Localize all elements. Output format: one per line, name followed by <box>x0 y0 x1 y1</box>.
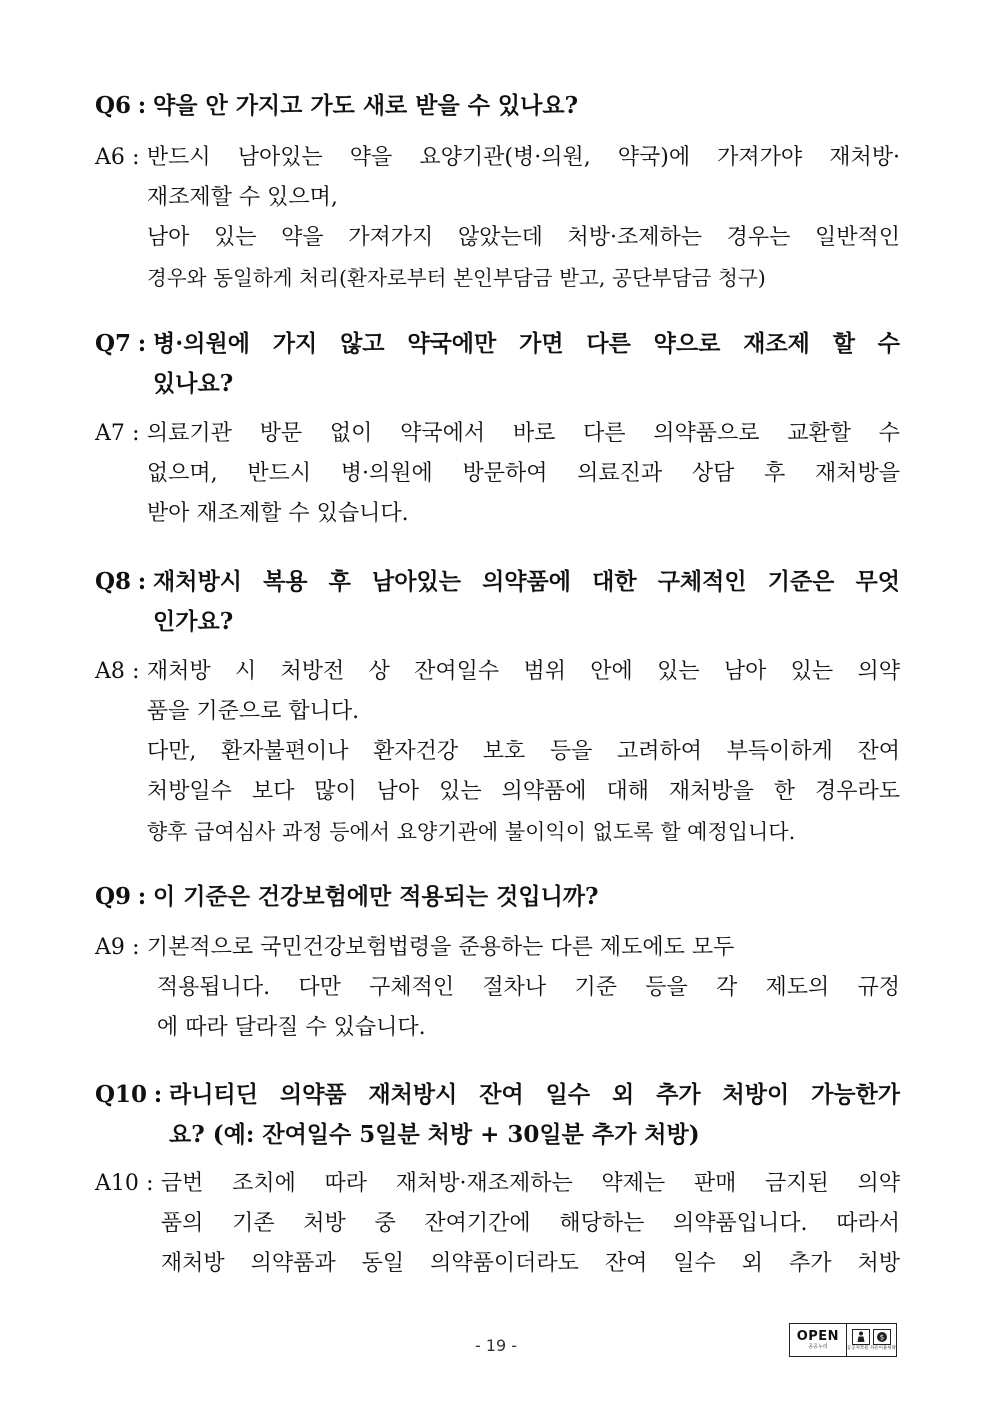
answer-label: A6 <box>95 145 125 170</box>
answer-line: 품의 기존 처방 중 잔여기간에 해당하는 의약품입니다. 따라서 <box>160 1211 900 1236</box>
answer-label: A8 <box>95 659 125 684</box>
answer-line: 적용됩니다. 다만 구체적인 절차나 기준 등을 각 제도의 규정 <box>156 975 900 1000</box>
answer-a6: A6 : 반드시 남아있는 약을 요양기관(병·의원, 약국)에 가져가야 재처방· 재조제할 수 있으며, 남아 있는 약을 가져가지 않았는데 처방·조제하는 경우는 일반적인 경우와 동일하게 처리(환자로부터 본인부담금 받고, 공단부담금 청구) <box>95 138 900 298</box>
open-logo-text: OPEN <box>796 1328 840 1344</box>
svg-text:$: $ <box>879 1333 885 1341</box>
page-number: - 19 - <box>474 1336 518 1355</box>
answer-line: 재처방 의약품과 동일 의약품이더라도 잔여 일수 외 추가 처방 <box>160 1251 900 1276</box>
answer-line: 재조제할 수 있으며, <box>146 185 338 210</box>
question-label: Q9 <box>95 883 132 910</box>
answer-line: 향후 급여심사 과정 등에서 요양기관에 불이익이 없도록 할 예정입니다. <box>146 820 796 844</box>
answer-label: A7 <box>95 421 125 446</box>
answer-line: 기본적으로 국민건강보험법령을 준용하는 다른 제도에도 모두 <box>146 935 735 960</box>
answer-line: 다만, 환자불편이나 환자건강 보호 등을 고려하여 부득이하게 잔여 <box>146 739 900 764</box>
answer-a7: A7 : 의료기관 방문 없이 약국에서 바로 다른 의약품으로 교환할 수 없으며, 반드시 병·의원에 방문하여 의료진과 상담 후 재처방을 받아 재조제할 수 있습니다. <box>95 414 900 534</box>
question-label: Q10 <box>95 1081 148 1108</box>
question-q9: Q9 : 이 기준은 건강보험에만 적용되는 것입니까? <box>95 877 900 917</box>
question-q6: Q6 : 약을 안 가지고 가도 새로 받을 수 있나요? <box>95 86 900 126</box>
answer-line: 재처방 시 처방전 상 잔여일수 범위 안에 있는 남아 있는 의약 <box>146 659 900 684</box>
answer-a10: A10 : 금번 조치에 따라 재처방·재조제하는 약제는 판매 금지된 의약 품의 기존 처방 중 잔여기간에 해당하는 의약품입니다. 따라서 재처방 의약품과 동일 의약품이더라도 잔여 일수 외 추가 처방 <box>95 1164 900 1284</box>
question-text: 있나요? <box>153 370 234 397</box>
question-q8: Q8 : 재처방시 복용 후 남아있는 의약품에 대한 구체적인 기준은 무엇 인가요? <box>95 562 900 642</box>
question-label: Q6 <box>95 92 132 119</box>
question-text: 병·의원에 가지 않고 약국에만 가면 다른 약으로 재조제 할 수 <box>153 330 900 357</box>
question-text: 라니티딘 의약품 재처방시 잔여 일수 외 추가 처방이 가능한가 <box>169 1081 900 1108</box>
license-caption: 공공저작물 자유이용허락 <box>846 1345 896 1351</box>
question-text: 인가요? <box>153 608 234 635</box>
answer-line: 반드시 남아있는 약을 요양기관(병·의원, 약국)에 가져가야 재처방· <box>146 145 900 170</box>
question-text: 약을 안 가지고 가도 새로 받을 수 있나요? <box>153 92 579 119</box>
question-text: 이 기준은 건강보험에만 적용되는 것입니까? <box>153 883 599 910</box>
answer-line: 받아 재조제할 수 있습니다. <box>146 501 409 526</box>
question-q10: Q10 : 라니티딘 의약품 재처방시 잔여 일수 외 추가 처방이 가능한가 요? (예: 잔여일수 5일분 처방 + 30일분 추가 처방) <box>95 1075 900 1155</box>
answer-line: 남아 있는 약을 가져가지 않았는데 처방·조제하는 경우는 일반적인 <box>146 225 900 250</box>
question-q7: Q7 : 병·의원에 가지 않고 약국에만 가면 다른 약으로 재조제 할 수 있나요? <box>95 324 900 404</box>
answer-line: 없으며, 반드시 병·의원에 방문하여 의료진과 상담 후 재처방을 <box>146 461 900 486</box>
commercial-icon <box>873 1329 891 1345</box>
open-license-badge <box>789 1323 897 1357</box>
answer-line: 경우와 동일하게 처리(환자로부터 본인부담금 받고, 공단부담금 청구) <box>146 266 766 290</box>
answer-label: A10 <box>95 1171 139 1196</box>
answer-a9: A9 : 기본적으로 국민건강보험법령을 준용하는 다른 제도에도 모두 적용됩니다. 다만 구체적인 절차나 기준 등을 각 제도의 규정 에 따라 달라질 수 있습니다. <box>95 928 900 1048</box>
answer-label: A9 <box>95 935 125 960</box>
question-label: Q8 <box>95 568 132 595</box>
open-logo-subtext: 공공누리 <box>808 1343 828 1350</box>
answer-line: 처방일수 보다 많이 남아 있는 의약품에 대해 재처방을 한 경우라도 <box>146 779 900 804</box>
answer-line: 에 따라 달라질 수 있습니다. <box>156 1015 426 1040</box>
answer-line: 품을 기준으로 합니다. <box>146 699 360 724</box>
answer-line: 금번 조치에 따라 재처방·재조제하는 약제는 판매 금지된 의약 <box>160 1171 900 1196</box>
answer-a8: A8 : 재처방 시 처방전 상 잔여일수 범위 안에 있는 남아 있는 의약 품을 기준으로 합니다. 다만, 환자불편이나 환자건강 보호 등을 고려하여 부득이하게 잔여 처방일수 보다 많이 남아 있는 의약품에 대해 재처방을 한 경우라도 향후 급여심사 과정 등에서 요양기관에 불이익이 없도록 할 예정입니다. <box>95 652 900 852</box>
answer-line: 의료기관 방문 없이 약국에서 바로 다른 의약품으로 교환할 수 <box>146 421 900 446</box>
question-text: 재처방시 복용 후 남아있는 의약품에 대한 구체적인 기준은 무엇 <box>153 568 900 595</box>
question-label: Q7 <box>95 330 132 357</box>
question-text: 요? (예: 잔여일수 5일분 처방 + 30일분 추가 처방) <box>169 1121 700 1148</box>
attribution-icon <box>852 1329 870 1345</box>
